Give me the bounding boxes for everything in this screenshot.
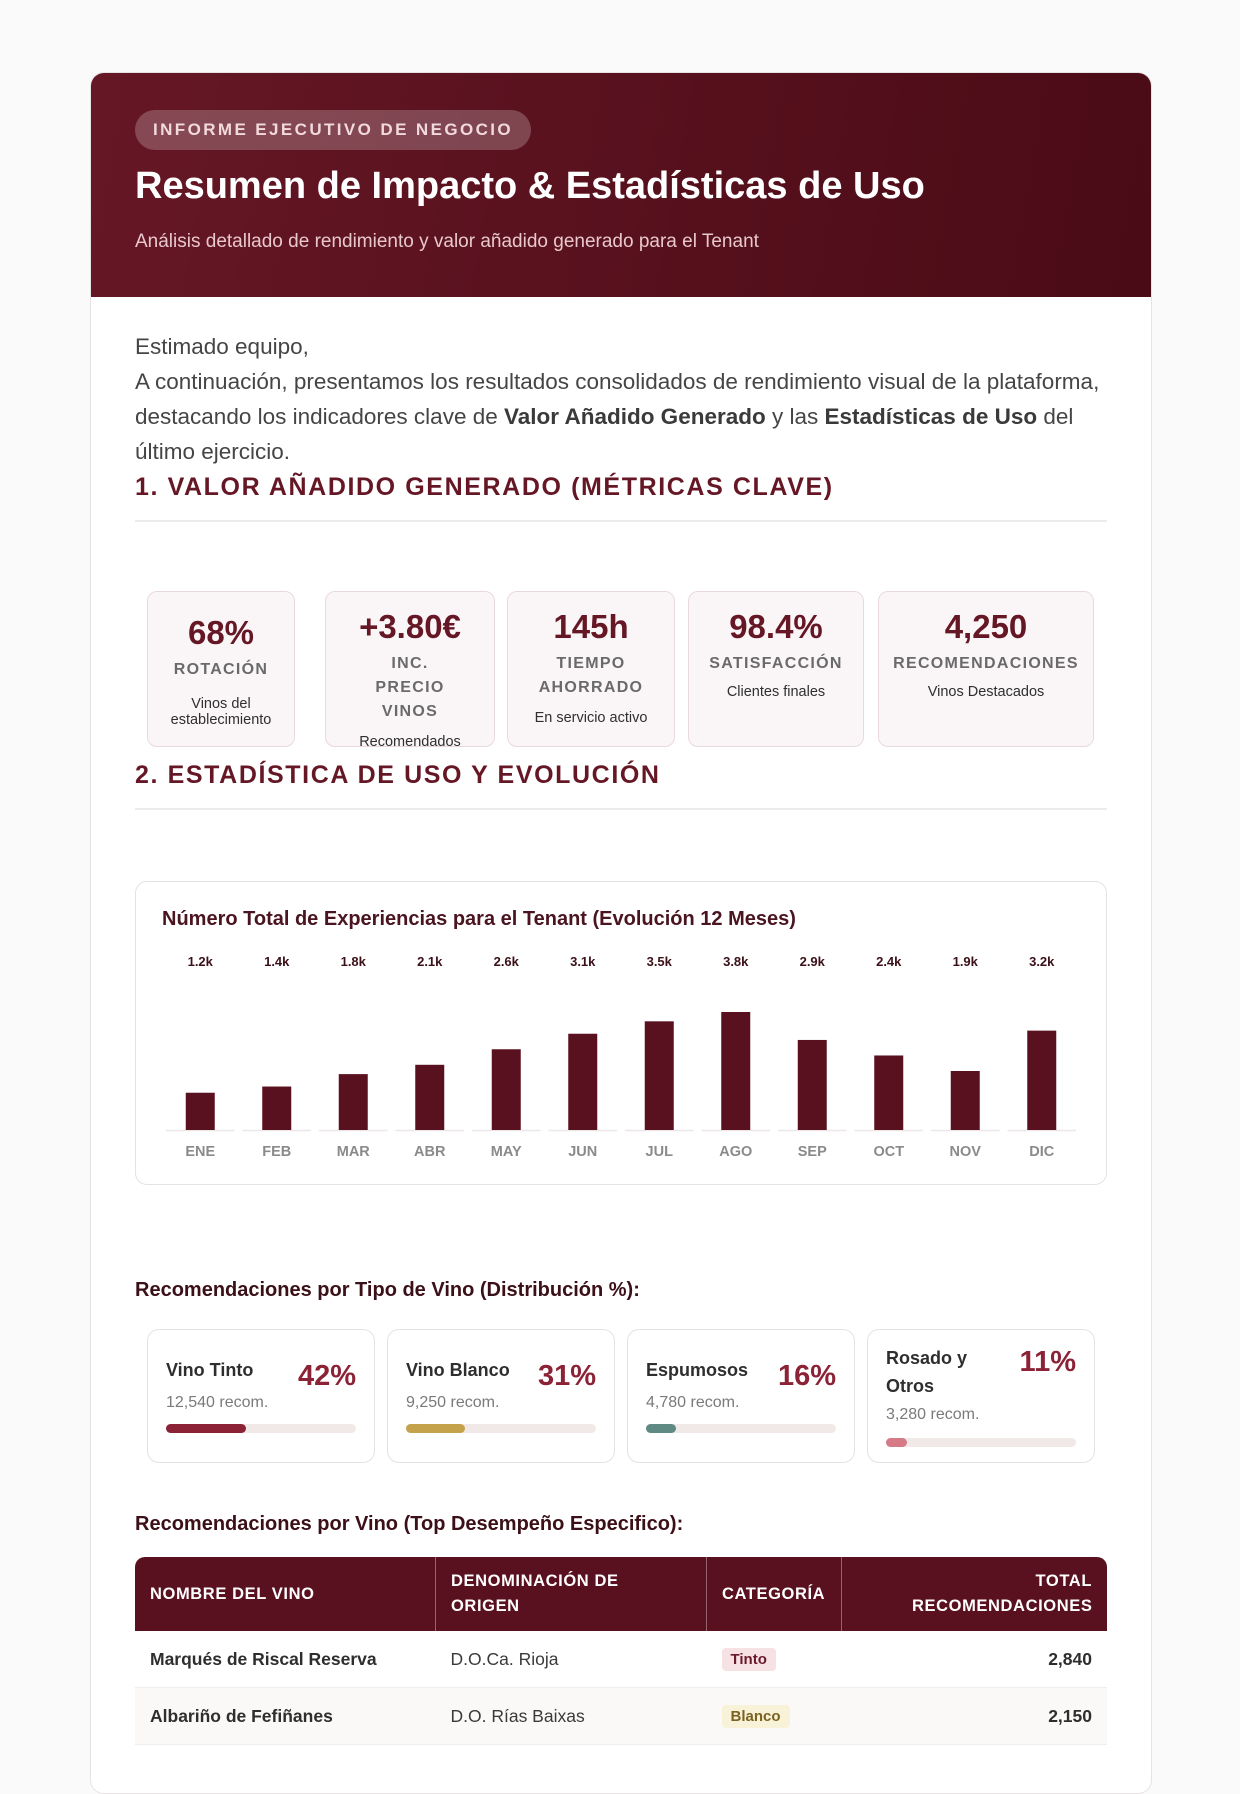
distribution-card-rosado [867,1329,1095,1463]
chart-data-label: 1.9k [952,954,978,969]
metric-card-rotation [147,591,295,747]
intro-highlight-usage: Estadísticas de Uso [824,404,1038,429]
metric-label: RECOMENDACIONES [893,655,1079,672]
distribution-count: 9,250 recom. [406,1394,500,1411]
chart-tick-label: NOV [949,1144,981,1160]
column-header-category: CATEGORÍA [707,1557,842,1631]
metric-value: 68% [187,614,255,651]
chart-bar-feb [262,1087,291,1130]
metric-sub: Recomendados [359,734,461,750]
chart-tick-label: DIC [1029,1144,1055,1160]
distribution-count: 12,540 recom. [166,1394,269,1411]
chart-bar-sep [798,1040,827,1130]
chart-bar-abr [415,1065,444,1130]
distribution-percent: 11% [1019,1346,1076,1378]
metric-value: 98.4% [729,608,823,645]
metric-label: INC. PRECIO VINOS [375,655,445,720]
metric-label: SATISFACCIÓN [709,655,843,672]
intro-text-part: del último ejercicio. [135,404,1074,464]
metric-sub: Clientes finales [726,684,826,700]
distribution-card-espumosos [627,1329,855,1463]
distribution-bar-track [166,1424,356,1433]
metric-sub: En servicio activo [534,710,648,726]
intro-text [135,329,1107,469]
section-title-usage: 2. ESTADÍSTICA DE USO Y EVOLUCIÓN [135,761,1107,810]
report-type-badge: INFORME EJECUTIVO DE NEGOCIO [135,110,531,150]
table-header-row [135,1557,1107,1631]
chart-tick-label: SEP [797,1144,827,1160]
bar-chart [136,882,1106,1184]
report-header [91,73,1151,297]
chart-tick-label: AGO [719,1144,753,1160]
distribution-bar-fill [886,1438,907,1447]
distribution-count: 4,780 recom. [646,1394,740,1411]
chart-tick-label: OCT [873,1144,905,1160]
intro-highlight-value: Valor Añadido Generado [504,404,766,429]
wine-name: Albariño de Fefiñanes [135,1688,436,1745]
chart-data-label: 2.1k [417,954,443,969]
distribution-title: Recomendaciones por Tipo de Vino (Distribución %): [135,1279,640,1301]
chart-data-label: 2.6k [493,954,519,969]
chart-data-label: 2.4k [876,954,902,969]
intro-greeting: Estimado equipo, [135,334,309,359]
distribution-name: Vino Tinto [166,1360,254,1380]
metrics-row [147,591,1107,750]
metric-sub: Vinos del establecimiento [170,696,272,728]
distribution-card-blanco [387,1329,615,1463]
category-badge: Blanco [722,1705,790,1728]
distribution-percent: 31% [537,1360,596,1392]
distribution-percent: 42% [297,1360,356,1392]
chart-bar-ene [186,1093,215,1130]
metric-value: 4,250 [944,608,1028,645]
intro-text-part: y las [765,404,825,429]
metric-value: +3.80€ [359,608,461,645]
report-subtitle: Análisis detallado de rendimiento y valor añadido generado para el Tenant [135,231,759,252]
chart-data-label: 2.9k [799,954,825,969]
distribution-count: 3,280 recom. [886,1406,980,1423]
chart-bar-dic [1027,1031,1056,1130]
column-header-wine-name: NOMBRE DEL VINO [135,1557,436,1631]
report-card [90,72,1152,1794]
wine-origin: D.O.Ca. Rioja [436,1631,707,1688]
chart-data-label: 1.8k [340,954,366,969]
chart-bar-ago [721,1012,750,1130]
distribution-bar-track [886,1438,1076,1447]
wine-total: 2,150 [842,1688,1108,1745]
column-header-total [842,1557,1108,1631]
metric-label: ROTACIÓN [173,661,269,678]
wine-category-cell [707,1631,842,1688]
chart-bar-jul [645,1021,674,1130]
intro-text-part: A continuación, presentamos los resultados consolidados de rendimiento visual de la plataforma, destacando los indicadores clave de [135,369,1100,429]
metric-card-price-increase [325,591,495,750]
intro-paragraph [135,364,1107,469]
wine-category-cell [707,1688,842,1745]
distribution-name: Rosado y Otros [886,1348,968,1396]
chart-data-label: 1.4k [264,954,290,969]
experiences-chart [135,881,1107,1185]
section-title-value: 1. VALOR AÑADIDO GENERADO (MÉTRICAS CLAVE) [135,473,1107,522]
metric-value: 145h [553,608,629,645]
report-title: Resumen de Impacto & Estadísticas de Uso [135,165,925,207]
distribution-name: Espumosos [646,1360,749,1380]
wine-name: Marqués de Riscal Reserva [135,1631,436,1688]
chart-bar-nov [951,1071,980,1130]
column-header-total-label: TOTAL RECOMENDACIONES [912,1572,1093,1615]
distribution-card-tinto [147,1329,375,1463]
chart-data-label: 3.8k [723,954,749,969]
distribution-bar-fill [406,1424,465,1433]
chart-tick-label: JUN [568,1144,598,1160]
chart-tick-label: FEB [262,1144,292,1160]
chart-tick-label: ABR [414,1144,446,1160]
metric-card-time-saved [507,591,675,747]
chart-bar-oct [874,1055,903,1130]
chart-bar-mar [339,1074,368,1130]
distribution-name: Vino Blanco [406,1360,510,1380]
chart-tick-label: ENE [185,1144,216,1160]
metric-label: TIEMPO AHORRADO [538,655,644,696]
distribution-bar-fill [166,1424,246,1433]
chart-tick-label: MAY [490,1144,522,1160]
distribution-bar-fill [646,1424,676,1433]
wines-table [135,1557,1107,1745]
distribution-bar-track [646,1424,836,1433]
metric-card-satisfaction [688,591,864,747]
chart-data-label: 3.2k [1029,954,1055,969]
chart-bar-jun [568,1034,597,1130]
chart-data-label: 3.5k [646,954,672,969]
chart-title: Número Total de Experiencias para el Tenant (Evolución 12 Meses) [162,908,796,930]
distribution-percent: 16% [777,1360,836,1392]
metric-card-recommendations [878,591,1094,747]
distribution-bar-track [406,1424,596,1433]
wines-table-title: Recomendaciones por Vino (Top Desempeño Especifico): [135,1513,684,1535]
wine-total: 2,840 [842,1631,1108,1688]
chart-bar-may [492,1049,521,1130]
table-row [135,1688,1107,1745]
wine-origin: D.O. Rías Baixas [436,1688,707,1745]
metric-sub: Vinos Destacados [927,684,1045,700]
column-header-origin: DENOMINACIÓN DE ORIGEN [436,1557,707,1631]
chart-tick-label: MAR [336,1144,370,1160]
category-badge: Tinto [722,1648,776,1671]
chart-data-label: 3.1k [570,954,596,969]
table-row [135,1631,1107,1688]
chart-data-label: 1.2k [187,954,213,969]
chart-tick-label: JUL [645,1144,673,1160]
